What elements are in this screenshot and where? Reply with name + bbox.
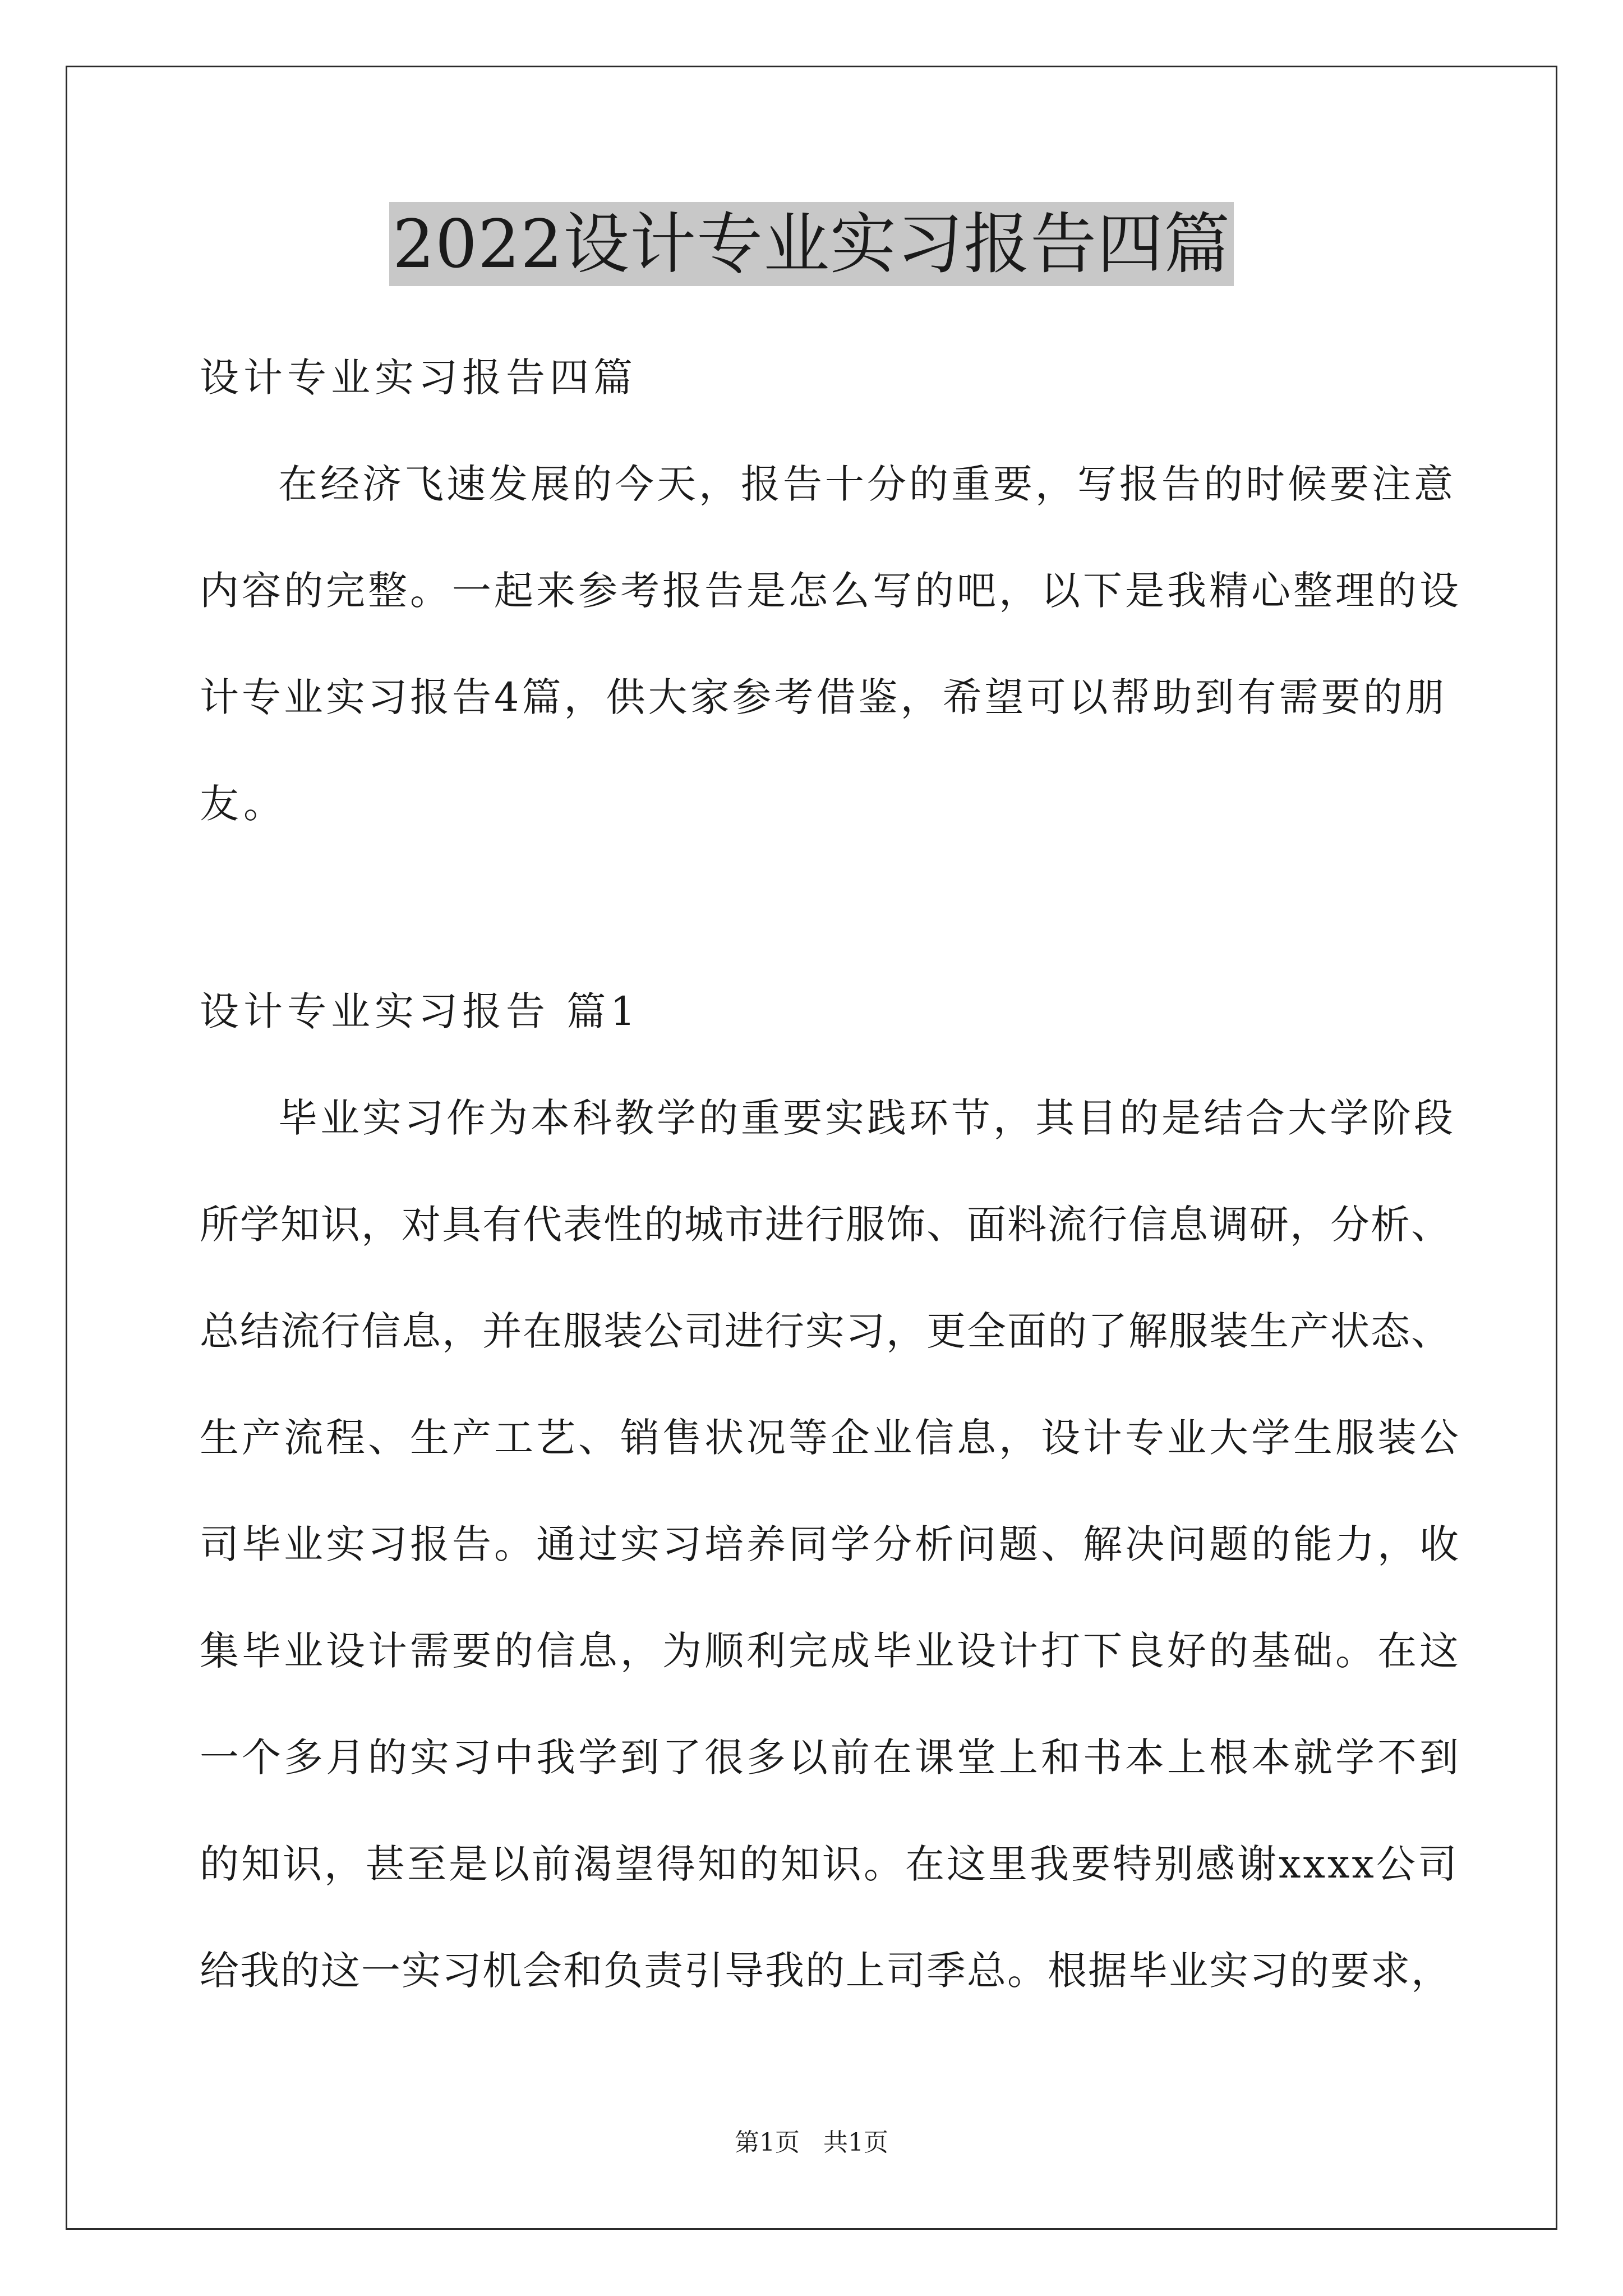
body-line-5: 司毕业实习报告。通过实习培养同学分析问题、解决问题的能力，收 [200, 1521, 1461, 1567]
document-title: 2022设计专业实习报告四篇 [389, 202, 1234, 286]
intro-line-3: 计专业实习报告4篇，供大家参考借鉴，希望可以帮助到有需要的朋 [200, 674, 1447, 720]
subtitle-line: 设计专业实习报告四篇 [200, 355, 637, 401]
body-line-8: 的知识，甚至是以前渴望得知的知识。在这里我要特别感谢xxxx公司 [200, 1841, 1459, 1887]
body-line-7: 一个多月的实习中我学到了很多以前在课堂上和书本上根本就学不到 [200, 1734, 1461, 1780]
section-heading: 设计专业实习报告 篇1 [200, 988, 640, 1034]
body-line-4: 生产流程、生产工艺、销售状况等企业信息，设计专业大学生服装公 [200, 1415, 1461, 1461]
body-line-3: 总结流行信息，并在服装公司进行实习，更全面的了解服装生产状态、 [200, 1308, 1451, 1354]
intro-line-2: 内容的完整。一起来参考报告是怎么写的吧，以下是我精心整理的设 [200, 568, 1461, 614]
title-container [0, 202, 1623, 286]
body-line-6: 集毕业设计需要的信息，为顺利完成毕业设计打下良好的基础。在这 [200, 1628, 1461, 1674]
body-line-1: 毕业实习作为本科教学的重要实践环节，其目的是结合大学阶段 [278, 1095, 1456, 1141]
intro-line-1: 在经济飞速发展的今天，报告十分的重要，写报告的时候要注意 [278, 461, 1456, 507]
body-line-2: 所学知识，对具有代表性的城市进行服饰、面料流行信息调研，分析、 [200, 1202, 1451, 1248]
body-line-9: 给我的这一实习机会和负责引导我的上司季总。根据毕业实习的要求， [200, 1948, 1451, 1994]
intro-line-4: 友。 [200, 781, 287, 827]
page-footer: 第1页 共1页 [735, 2128, 888, 2157]
